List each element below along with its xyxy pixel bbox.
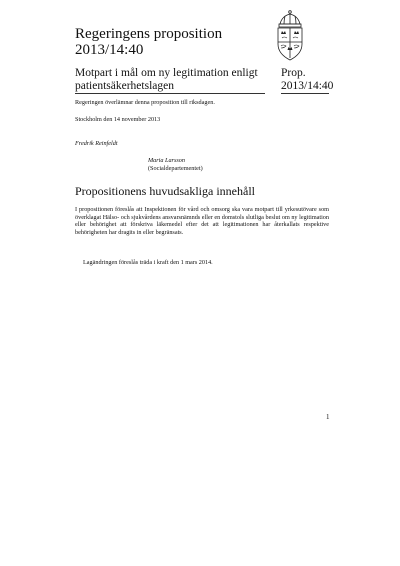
subject-divider — [75, 93, 265, 94]
swedish-crown-crest-icon — [268, 10, 312, 64]
summary-paragraph: I propositionen föreslås att Inspektionen för vård och omsorg ska vara motpart till yrkesutövare som överklagat Hälso- och sjukvårdens ansvarsnämnds eller en domstols slutliga beslut om ny legitimation eller behörighet att förskriva läkemedel efter det att legitimationen har återkallats respektive behörigheten har dragits in eller begränsats. — [75, 206, 329, 236]
intro-text: Regeringen överlämnar denna proposition till riksdagen. — [75, 99, 215, 106]
prop-label: Prop. — [281, 67, 306, 79]
page-number: 1 — [326, 413, 330, 421]
prop-divider — [281, 93, 329, 94]
department-name: (Socialdepartementet) — [148, 165, 203, 172]
document-type-title: Regeringens proposition — [75, 26, 223, 42]
prop-number: 2013/14:40 — [281, 80, 334, 92]
entry-into-force-paragraph: Lagändringen föreslås träda i kraft den 1 mars 2014. — [83, 259, 213, 266]
document-number: 2013/14:40 — [75, 42, 144, 58]
prime-minister-signature: Fredrik Reinfeldt — [75, 140, 118, 147]
section-heading: Propositionens huvudsakliga innehåll — [75, 184, 255, 198]
proposition-subject-title: Motpart i mål om ny legitimation enligt patientsäkerhetslagen — [75, 67, 258, 92]
date-line: Stockholm den 14 november 2013 — [75, 116, 161, 123]
minister-signature: Maria Larsson — [148, 157, 185, 164]
